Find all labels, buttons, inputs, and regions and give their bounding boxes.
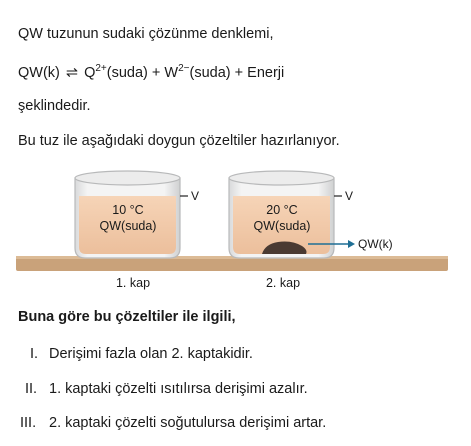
temp-label-1: 10 °C (112, 203, 144, 217)
eq-anion-charge: 2− (178, 63, 190, 74)
statement-numeral: III. (20, 415, 37, 431)
prompt-text: Buna göre bu çözeltiler ile ilgili, (18, 309, 236, 325)
beaker-1-rim (75, 171, 180, 185)
statement-text: 2. kaptaki çözelti soğutulursa derişimi artar. (49, 415, 327, 431)
statement-numeral: I. (30, 346, 39, 362)
solution-label-2: QW(suda) (253, 219, 311, 233)
eq-reactant: QW(k) (18, 65, 60, 81)
temp-label-2: 20 °C (266, 203, 298, 217)
container-1 (75, 171, 199, 258)
eq-cation: Q (84, 65, 96, 81)
eq-cation-state: (suda) (106, 65, 148, 81)
eq-plus: + (151, 65, 161, 81)
eq-energy: Enerji (247, 65, 285, 81)
solid-arrow-icon (348, 240, 355, 248)
volume-label-2: V (345, 189, 354, 203)
volume-label-1: V (191, 189, 200, 203)
eq-anion: W (164, 65, 179, 81)
container-2-label: 2. kap (265, 276, 301, 290)
statement-numeral: II. (25, 381, 38, 397)
statement-text: 1. kaptaki çözelti ısıtılırsa derişimi azalır. (49, 381, 308, 397)
eq-plus: + (234, 65, 244, 81)
eq-cation-charge: 2+ (95, 63, 107, 74)
equilibrium-arrow-icon: ⇌ (65, 65, 79, 81)
eq-anion-state: (suda) (189, 65, 231, 81)
intro-text: QW tuzunun sudaki çözünme denklemi, (18, 26, 274, 42)
solid-label: QW(k) (358, 237, 393, 251)
container-2 (229, 171, 393, 258)
solution-label-1: QW(suda) (99, 219, 157, 233)
setup-text: Bu tuz ile aşağıdaki doygun çözeltiler hazırlanıyor. (18, 133, 340, 149)
container-1-label: 1. kap (115, 276, 151, 290)
solutions-figure (0, 158, 471, 296)
dissolution-equation (18, 63, 284, 81)
beaker-2-rim (229, 171, 334, 185)
statement-text: Derişimi fazla olan 2. kaptakidir. (49, 346, 253, 362)
intro-end-text: şeklindedir. (18, 98, 91, 114)
